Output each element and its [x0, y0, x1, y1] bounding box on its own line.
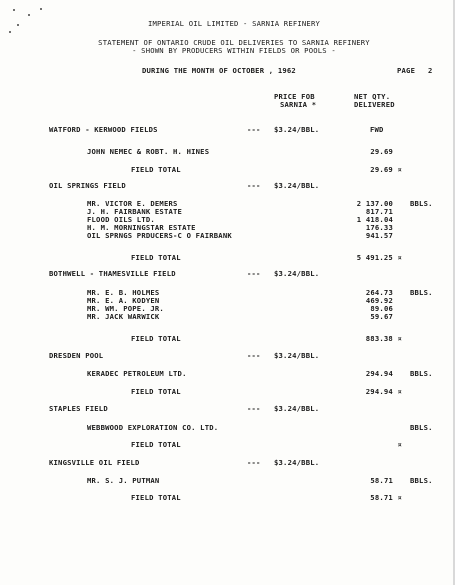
field-total-value: 294.94 ¤ [365, 387, 402, 396]
producer-quantity: 59.67 [370, 312, 393, 321]
producer-quantity: 176.33 [365, 223, 393, 232]
field-dash: --- [247, 269, 261, 278]
producer-name: MR. E. A. KODYEN [87, 296, 160, 305]
field-dash: --- [247, 458, 261, 467]
producer-name: H. M. MORNINGSTAR ESTATE [87, 223, 196, 232]
producer-name: MR. WM. POPE. JR. [87, 304, 164, 313]
scan-speck [13, 9, 15, 11]
qty-column-header-2: DELIVERED [354, 100, 395, 109]
field-total-label: FIELD TOTAL [131, 493, 181, 502]
price-column-header: PRICE FOB [274, 92, 315, 101]
quantity-unit: BBLS. [410, 476, 433, 485]
producer-name: OIL SPRNGS PRDUCERS-C O FAIRBANK [87, 231, 232, 240]
producer-quantity: 294.94 [365, 369, 393, 378]
field-dash: --- [247, 404, 261, 413]
producer-name: MR. E. B. HOLMES [87, 288, 160, 297]
producer-name: FLOOD OILS LTD. [87, 215, 155, 224]
field-price: $3.24/BBL. [274, 269, 320, 278]
scan-speck [17, 24, 19, 26]
field-price: $3.24/BBL. [274, 458, 320, 467]
producer-quantity: 264.73 [365, 288, 393, 297]
producer-quantity: 817.71 [365, 207, 393, 216]
field-name: STAPLES FIELD [49, 404, 108, 413]
price-column-header-2: SARNIA * [280, 100, 317, 109]
field-total-label: FIELD TOTAL [131, 334, 181, 343]
field-price: $3.24/BBL. [274, 351, 320, 360]
field-name: OIL SPRINGS FIELD [49, 181, 126, 190]
company-title: IMPERIAL OIL LIMITED - SARNIA REFINERY [147, 19, 321, 28]
field-name: BOTHWELL - THAMESVILLE FIELD [49, 269, 176, 278]
field-total-value: 5 491.25 ¤ [356, 253, 402, 262]
producer-quantity: 469.92 [365, 296, 393, 305]
qty-column-header: NET QTY. [354, 92, 391, 101]
scan-speck [28, 14, 30, 16]
producer-name: MR. S. J. PUTMAN [87, 476, 160, 485]
scan-speck [9, 31, 11, 33]
field-price: $3.24/BBL. [274, 181, 320, 190]
quantity-unit: BBLS. [410, 199, 433, 208]
field-total-label: FIELD TOTAL [131, 440, 181, 449]
page-number: 2 [428, 66, 433, 75]
producer-quantity: 1 418.04 [356, 215, 393, 224]
field-total-label: FIELD TOTAL [131, 165, 181, 174]
field-total-label: FIELD TOTAL [131, 387, 181, 396]
field-name: WATFORD - KERWOOD FIELDS [49, 125, 158, 134]
field-total-value: 883.38 ¤ [365, 334, 402, 343]
quantity-unit: BBLS. [410, 423, 433, 432]
page-label: PAGE [397, 66, 416, 75]
field-price: $3.24/BBL. [274, 404, 320, 413]
field-dash: --- [247, 181, 261, 190]
field-status: FWD [370, 125, 384, 134]
statement-subtitle: - SHOWN BY PRODUCERS WITHIN FIELDS OR POOLS - [132, 46, 336, 55]
field-dash: --- [247, 351, 261, 360]
producer-quantity: 941.57 [365, 231, 393, 240]
producer-quantity: 29.69 [370, 147, 393, 156]
field-dash: --- [247, 125, 261, 134]
producer-quantity: 89.06 [370, 304, 393, 313]
producer-name: MR. VICTOR E. DEMERS [87, 199, 178, 208]
producer-quantity: 58.71 [370, 476, 393, 485]
producer-quantity: 2 137.00 [356, 199, 393, 208]
quantity-unit: BBLS. [410, 369, 433, 378]
field-total-value: 58.71 ¤ [370, 493, 402, 502]
scan-speck [40, 8, 42, 10]
report-period: DURING THE MONTH OF OCTOBER , 1962 [142, 66, 296, 75]
producer-name: KERADEC PETROLEUM LTD. [87, 369, 187, 378]
quantity-unit: BBLS. [410, 288, 433, 297]
producer-name: J. H. FAIRBANK ESTATE [87, 207, 183, 216]
statement-title: STATEMENT OF ONTARIO CRUDE OIL DELIVERIES TO SARNIA REFINERY [98, 38, 370, 47]
field-total-label: FIELD TOTAL [131, 253, 181, 262]
field-total-value: 29.69 ¤ [370, 165, 402, 174]
field-name: KINGSVILLE OIL FIELD [49, 458, 140, 467]
field-price: $3.24/BBL. [274, 125, 320, 134]
producer-name: MR. JACK WARWICK [87, 312, 160, 321]
field-total-value: ¤ [397, 440, 402, 449]
producer-name: WEBBWOOD EXPLORATION CO. LTD. [87, 423, 219, 432]
field-name: DRESDEN POOL [49, 351, 104, 360]
producer-name: JOHN NEMEC & ROBT. H. HINES [87, 147, 210, 156]
